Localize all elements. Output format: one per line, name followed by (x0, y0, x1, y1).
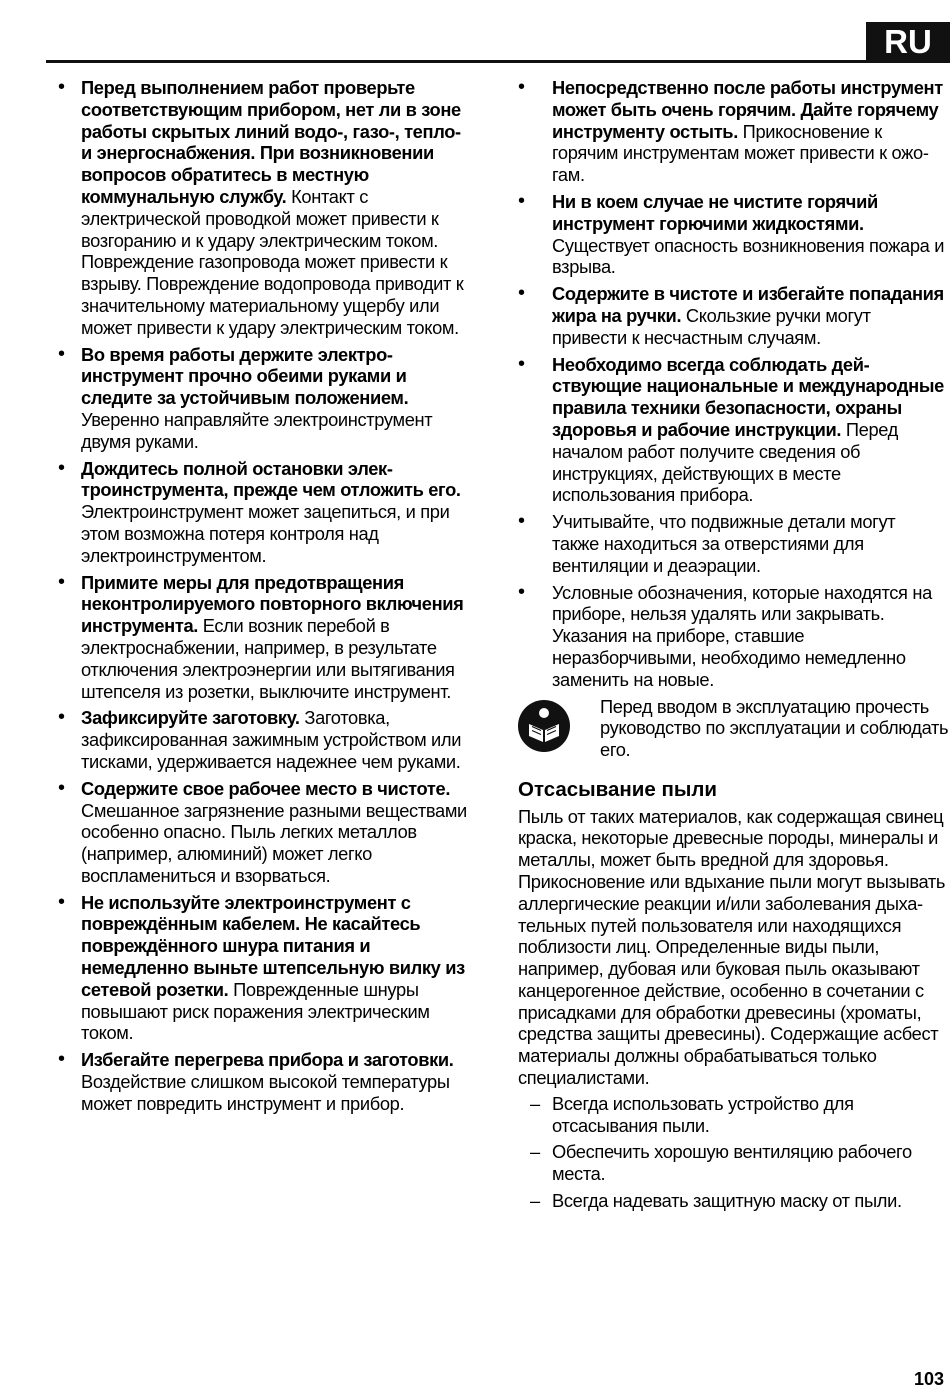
list-item: • Содержите свое рабочее место в чистоте. Смешанное загрязнение разными веществами особенно опасно. Пыль легких металлов (например, алюминий) может легко воспламениться и взорваться. (58, 778, 476, 887)
list-item: – Обеспечить хорошую вентиляцию рабочего места. (518, 1141, 946, 1185)
dash-list (518, 1093, 946, 1212)
top-rule (46, 60, 950, 63)
list-item: • Ни в коем случае не чистите горячий инструмент горючими жидкостями. Существует опасность возникновения пожара и взрыва. (518, 191, 946, 278)
notice-text: Перед вводом в эксплуатацию прочесть руководство по эксплуатации и соблюдать его. (600, 695, 949, 761)
list-item: • Не используйте электроинструмент с повреждённым кабелем. Не касайтесь повреждённого шнура питания и немедленно выньте штепсельную вилку из сетевой розетки. Поврежденные шнуры повышают риск поражения электрическим током. (58, 892, 476, 1045)
read-manual-icon (518, 700, 570, 752)
left-column (58, 77, 476, 1120)
list-item: • Примите меры для предотвращения неконтролируемого повторного включения инструмента. Если возник перебой в электроснабжении, например, в результате отключения электроэнергии или вытягивания штепселя из розетки, выключите инструмент. (58, 572, 476, 703)
list-item: • Непосредственно после работы инструмент может быть очень горячим. Дайте горячему инструменту остыть. Прикосновение к горячим инструментам может привести к ожогам. (518, 77, 946, 186)
page-number: 103 (913, 1369, 944, 1389)
list-item: • Необходимо всегда соблюдать действующие национальные и международные правила техники безопасности, охраны здоровья и рабочие инструкции. Перед началом работ получите сведения об инструкциях, действующих в месте использования прибора. (518, 354, 946, 507)
list-item: • Условные обозначения, которые находятся на приборе, нельзя удалять или закрывать. Указания на приборе, ставшие неразборчивыми, необходимо немедленно заменить на новые. (518, 582, 946, 691)
list-item: • Учитывайте, что подвижные детали могут также находиться за отверстиями для вентиляции и деаэрации. (518, 511, 946, 576)
section-heading: Отсасывание пыли (518, 777, 718, 801)
left-bullet-list (58, 77, 476, 1115)
list-item: – Всегда надевать защитную маску от пыли. (518, 1190, 946, 1212)
right-bullet-list (518, 77, 946, 691)
list-item: • Дождитесь полной остановки электроинструмента, прежде чем отложить его. Электроинструмент может зацепиться, и при этом возможна потеря контроля над электроинструментом. (58, 458, 476, 567)
list-item: • Зафиксируйте заготовку. Заготовка, зафиксированная зажимным устройством или тисками, удерживается надежнее чем руками. (58, 707, 476, 772)
language-tab: RU (866, 22, 950, 62)
list-item: • Перед выполнением работ проверьте соответствующим прибором, нет ли в зоне работы скрытых линий водо-, газо-, тепло- и энергоснабжения. При возникновении вопросов обратитесь в местную коммунальную службу. Контакт с электрической проводкой может привести к возгоранию и к удару электрическим током. Повреждение газопровода может привести к взрыву. Повреждение водопровода приводит к значительному материальному ущербу или может привести к удару электрическим током. (58, 77, 476, 339)
manual-notice (518, 695, 949, 764)
list-item: – Всегда использовать устройство для отсасывания пыли. (518, 1093, 946, 1137)
section-paragraph: Пыль от таких материалов, как содержащая свинец краска, некоторые древесные породы, минералы и металлы, может быть вредной для здоровья. Прикосновение или вдыхание пыли могут вызывать аллергические реакции и/или заболевания дыхательных путей пользователя или находящихся поблизости лиц. Определенные виды пыли, например, дубовая или буковая пыль оказывают канцерогенное действие, особенно в сочетании с присадками для обработки древесины (хроматы, средства защиты древесины). Содержащие асбест материалы должны обрабатываться только специалистами. (518, 805, 946, 1089)
right-column (518, 77, 949, 1217)
list-item: • Во время работы держите электроинструмент прочно обеими руками и следите за устойчивым положением. Уверенно направляйте электроинструмент двумя руками. (58, 344, 476, 453)
list-item: • Содержите в чистоте и избегайте попадания жира на ручки. Скользкие ручки могут привести к несчастным случаям. (518, 283, 946, 348)
list-item: • Избегайте перегрева прибора и заготовки. Воздействие слишком высокой температуры может повредить инструмент и прибор. (58, 1049, 476, 1114)
